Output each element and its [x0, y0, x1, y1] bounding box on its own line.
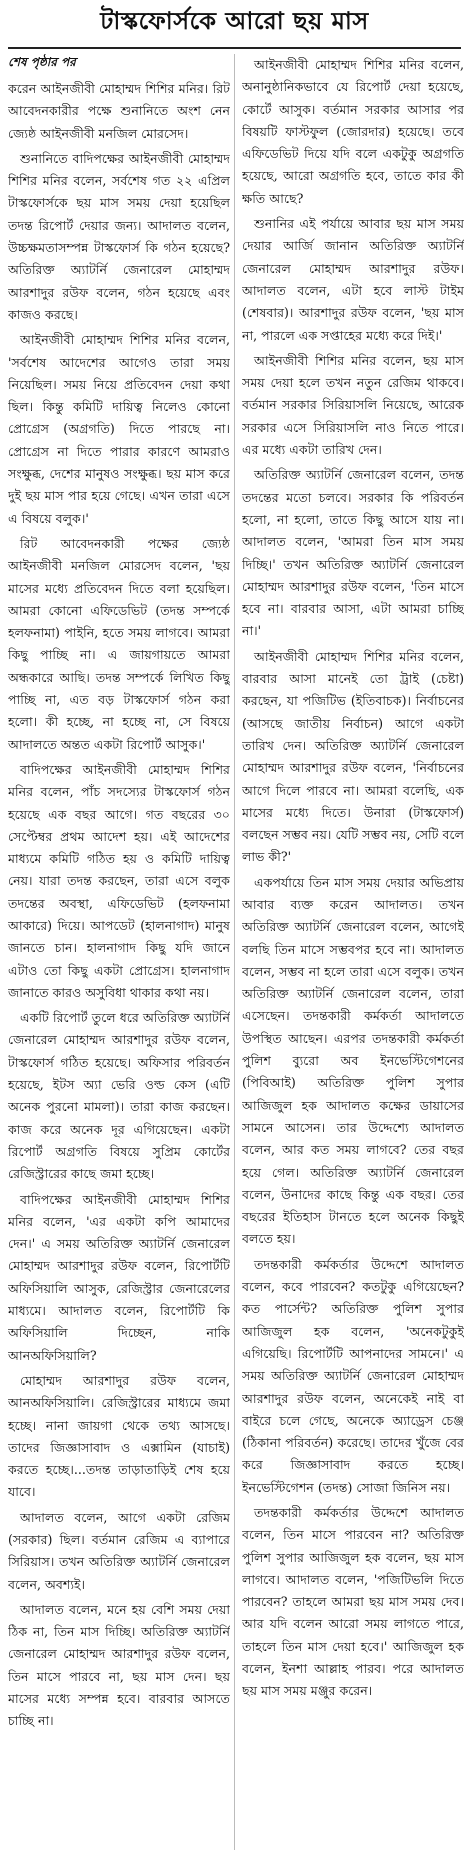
- paragraph: একটি রিপোর্ট তুলে ধরে অতিরিক্ত অ্যাটর্নি জেনারেল মোহাম্মদ আরশাদুর রউফ বলেন, টাস্কফোর্স গঠিত হয়েছে। অফিসার পরিবর্তন হয়েছে, ইটস অ্যা ভেরি ওল্ড কেস (এটি অনেক পুরনো মামলা)। তারা কাজ করছেন। কাজ করে অনেক দূর এগিয়েছেন। একটা রিপোর্ট অগ্রগতি বিষয়ে সুপ্রিম কোর্টের রেজিস্ট্রারের কাছে জমা হচ্ছে।: [8, 1010, 230, 1182]
- paragraph: আইনজীবী মোহাম্মদ শিশির মনির বলেন, বারবার আসা মানেই তো ট্রাই (চেষ্টা) করছেন, যা পজিটিভ (ইতিবাচক)। নির্বাচনের (আসছে জাতীয় নির্বাচন) আগে একটা তারিখ দেন। অতিরিক্ত অ্যাটর্নি জেনারেল মোহাম্মদ আরশাদুর রউফ বলেন, 'নির্বাচনের আগে দিলে পারবে না। আমরা বলেছি, এক মাসের মধ্যে দিতে। উনারা (টাস্কফোর্স) বলছেন সম্ভব নয়। যেটি সম্ভব নয়, সেটি বলে লাভ কী?': [242, 648, 464, 865]
- column-rule: [234, 54, 235, 1850]
- paragraph: আইনজীবী শিশির মনির বলেন, ছয় মাস সময় দেয়া হলে তখন নতুন রেজিম থাকবে। বর্তমান সরকার সিরিয়াসলি নিয়েছে, আরেক সরকার এসে সিরিয়াসলি নাও নিতে পারে। এর মধ্যে একটা তারিখ দেন।: [242, 352, 464, 458]
- left-column: [8, 54, 230, 1850]
- paragraph: আইনজীবী মোহাম্মদ শিশির মনির বলেন, অনানুষ্ঠানিকভাবে যে রিপোর্ট দেয়া হয়েছে, কোর্টে আসুক। বর্তমান সরকার আসার পর বিষয়টি ফাস্টফুল (জোরদার) হয়েছে। তবে এফিডেভিট দিয়ে যদি বলে একটুকু অগ্রগতি হয়েছে, আরো অগ্রগতি হবে, তাতে কার কী ক্ষতি আছে?: [242, 57, 464, 206]
- headline: টাস্কফোর্সকে আরো ছয় মাস: [100, 7, 369, 35]
- paragraph: বাদিপক্ষের আইনজীবী মোহাম্মদ শিশির মনির বলেন, পাঁচ সদস্যের টাস্কফোর্স গঠন হয়েছে এক বছর আগে। গত বছরের ৩০ সেপ্টেম্বর প্রথম আদেশ হয়। এই আদেশের মাধ্যমে কমিটি গঠিত হয় ও কমিটি দায়িত্ব নেয়। যারা তদন্ত করছেন, তারা এসে বলুক তদন্তের অবস্থা, এফিডেভিট (হলফনামা আকারে) দিয়ে। আপডেট (হালনাগাদ) মানুষ জানতে চান। হালনাগাদ কিছু যদি জানে এটাও তো কিছু একটা প্রোগ্রেস। হালনাগাদ জানাতে কারও অসুবিধা থাকার কথা নয়।: [8, 761, 230, 1000]
- paragraph: তদন্তকারী কর্মকর্তার উদ্দেশে আদালত বলেন, তিন মাসে পারবেন না? অতিরিক্ত পুলিশ সুপার আজিজুল হক বলেন, ছয় মাস লাগবে। আদালত বলেন, 'পজিটিভলি দিতে পারবেন? তাহলে আমরা ছয় মাস সময় দেব। আর যদি বলেন আরো সময় লাগতে পারে, তাহলে তিন মাস দেয়া হবে।' আজিজুল হক বলেন, ইনশা আল্লাহ পারব। পরে আদালত ছয় মাস সময় মঞ্জুর করেন।: [242, 1505, 464, 1699]
- paragraph: তদন্তকারী কর্মকর্তার উদ্দেশে আদালত বলেন, কবে পারবেন? কতটুকু এগিয়েছেন? কত পার্সেন্ট? অতিরিক্ত পুলিশ সুপার আজিজুল হক বলেন, 'অনেকটুকুই এগিয়েছি। রিপোর্টটি আপনাদের সামনে।' এ সময় অতিরিক্ত অ্যাটর্নি জেনারেল মোহাম্মদ আরশাদুর রউফ বলেন, অনেকেই নাই বা বাইরে চলে গেছে, অনেকে অ্যাড্রেস চেঞ্জ (ঠিকানা পরিবর্তন) করেছে। তাদের খুঁজে বের করে জিজ্ঞাসাবাদ করতে হচ্ছে। ইনভেস্টিগেশন (তদন্ত) সোজা জিনিস নয়।: [242, 1256, 464, 1495]
- paragraph: অতিরিক্ত অ্যাটর্নি জেনারেল বলেন, তদন্ত তদন্তের মতো চলবে। সরকার কি পরিবর্তন হলো, না হলো, তাতে কিছু আসে যায় না। আদালত বলেন, 'আমরা তিন মাস সময় দিচ্ছি।' তখন অতিরিক্ত অ্যাটর্নি জেনারেল মোহাম্মদ আরশাদুর রউফ বলেন, 'তিন মাসে হবে না। বারবার আসা, এটা আমরা চাচ্ছি না।': [242, 467, 464, 639]
- paragraph: আদালত বলেন, মনে হয় বেশি সময় দেয়া ঠিক না, তিন মাস দিচ্ছি। অতিরিক্ত অ্যাটর্নি জেনারেল মোহাম্মদ আরশাদুর রউফ বলেন, তিন মাসে পারবে না, ছয় মাস দেন। ছয় মাসের মধ্যে সম্পন্ন হবে। বারবার আসতে চাচ্ছি না।: [8, 1601, 230, 1729]
- paragraph: বাদিপক্ষের আইনজীবী মোহাম্মদ শিশির মনির বলেন, 'এর একটা কপি আমাদের দেন।' এ সময় অতিরিক্ত অ্যাটর্নি জেনারেল মোহাম্মদ আরশাদুর রউফ বলেন, রিপোর্টটি অফিসিয়ালি আসুক, রেজিস্ট্রার জেনারেলের মাধ্যমে। আদালত বলেন, রিপোর্টটি কি অফিসিয়ালি দিচ্ছেন, নাকি আনঅফিসিয়ালি?: [8, 1191, 230, 1363]
- continuation-label: শেষ পৃষ্ঠার পর: [8, 55, 76, 69]
- right-column: [242, 54, 464, 1850]
- paragraph: মোহাম্মদ আরশাদুর রউফ বলেন, আনঅফিসিয়ালি। রেজিস্ট্রারের মাধ্যমে জমা হচ্ছে। নানা জায়গা থেকে তথ্য আসছে। তাদের জিজ্ঞাসাবাদ ও এক্সামিন (যাচাই) করতে হচ্ছে।...তদন্ত তাড়াতাড়িই শেষ হয়ে যাবে।: [8, 1372, 230, 1500]
- paragraph: আইনজীবী মোহাম্মদ শিশির মনির বলেন, 'সর্বশেষ আদেশের আগেও তারা সময় নিয়েছিল। সময় নিয়ে প্রতিবেদন দেয়া কথা ছিল। কিন্তু কমিটি দায়িত্ব নিলেও কোনো প্রোগ্রেস (অগ্রগতি) দিতে পারছে না। প্রোগ্রেস না দিতে পারার কারণে আমরাও সংক্ষুব্ধ, দেশের মানুষও সংক্ষুব্ধ। ছয় মাস করে দুই ছয় মাস পার হয়ে গেছে। এখন তারা এসে এ বিষয়ে বলুক।': [8, 332, 230, 526]
- paragraph: শুনানিতে বাদিপক্ষের আইনজীবী মোহাম্মদ শিশির মনির বলেন, সর্বশেষ গত ২২ এপ্রিল টাস্কফোর্সকে ছয় মাস সময় দেয়া হয়েছিল তদন্ত রিপোর্ট দেয়ার জন্য। আদালত বলেন, উচ্চক্ষমতাসম্পন্ন টাস্কফোর্স কি গঠন হয়েছে? অতিরিক্ত অ্যাটর্নি জেনারেল মোহাম্মদ আরশাদুর রউফ বলেন, গঠন হয়েছে এবং কাজও করছে।: [8, 150, 230, 322]
- paragraph: শুনানির এই পর্যায়ে আবার ছয় মাস সময় দেয়ার আর্জি জানান অতিরিক্ত অ্যাটর্নি জেনারেল মোহাম্মদ আরশাদুর রউফ। আদালত বলেন, এটা হবে লাস্ট টাইম (শেষবার)। আরশাদুর রউফ বলেন, 'ছয় মাস না, পারলে এক সপ্তাহের মধ্যে করে দিই।': [242, 216, 464, 343]
- headline-divider: [8, 47, 461, 49]
- paragraph: আদালত বলেন, আগে একটা রেজিম (সরকার) ছিল। বর্তমান রেজিম এ ব্যাপারে সিরিয়াস। তখন অতিরিক্ত অ্যাটর্নি জেনারেল বলেন, অবশ্যই।: [8, 1509, 230, 1592]
- paragraph: করেন আইনজীবী মোহাম্মদ শিশির মনির। রিট আবেদনকারীর পক্ষে শুনানিতে অংশ নেন জ্যেষ্ঠ আইনজীবী মনজিল মোরসেদ।: [8, 81, 230, 141]
- paragraph: একপর্যায়ে তিন মাস সময় দেয়ার অভিপ্রায় আবার ব্যক্ত করেন আদালত। তখন অতিরিক্ত অ্যাটর্নি জেনারেল বলেন, আগেই বলছি তিন মাসে সম্ভবপর হবে না। আদালত বলেন, সম্ভব না হলে তারা এসে বলুক। তখন অতিরিক্ত অ্যাটর্নি জেনারেল বলেন, তারা এসেছেন। তদন্তকারী কর্মকর্তা আদালতে উপস্থিত আছেন। এরপর তদন্তকারী কর্মকর্তা পুলিশ ব্যুরো অব ইনভেস্টিগেশনের (পিবিআই) অতিরিক্ত পুলিশ সুপার আজিজুল হক আদালত কক্ষের ডায়াসের সামনে আসেন। তার উদ্দেশ্যে আদালত বলেন, আর কত সময় লাগবে? তের বছর হয়ে গেল। অতিরিক্ত অ্যাটর্নি জেনারেল বলেন, উনাদের কাছে কিন্তু এক বছর। তের বছরের ইতিহাস টানতে হলে অনেক কিছুই বলতে হয়।: [242, 874, 464, 1247]
- paragraph: রিট আবেদনকারী পক্ষের জ্যেষ্ঠ আইনজীবী মনজিল মোরসেদ বলেন, 'ছয় মাসের মধ্যে প্রতিবেদন দিতে বলা হয়েছিল। আমরা কোনো এফিডেভিট (তদন্ত সম্পর্কে হলফনামা) পাইনি, হতে সময় লাগবে। আমরা কিছু পাচ্ছি না। এ জায়গায়তে আমরা অন্ধকারে আছি। তদন্ত সম্পর্কে লিখিত কিছু পাচ্ছি না, এত বড় টাস্কফোর্স গঠন করা হলো। কী হচ্ছে, না হচ্ছে না, সে বিষয়ে আদালতে অন্তত একটা রিপোর্ট আসুক।': [8, 535, 230, 752]
